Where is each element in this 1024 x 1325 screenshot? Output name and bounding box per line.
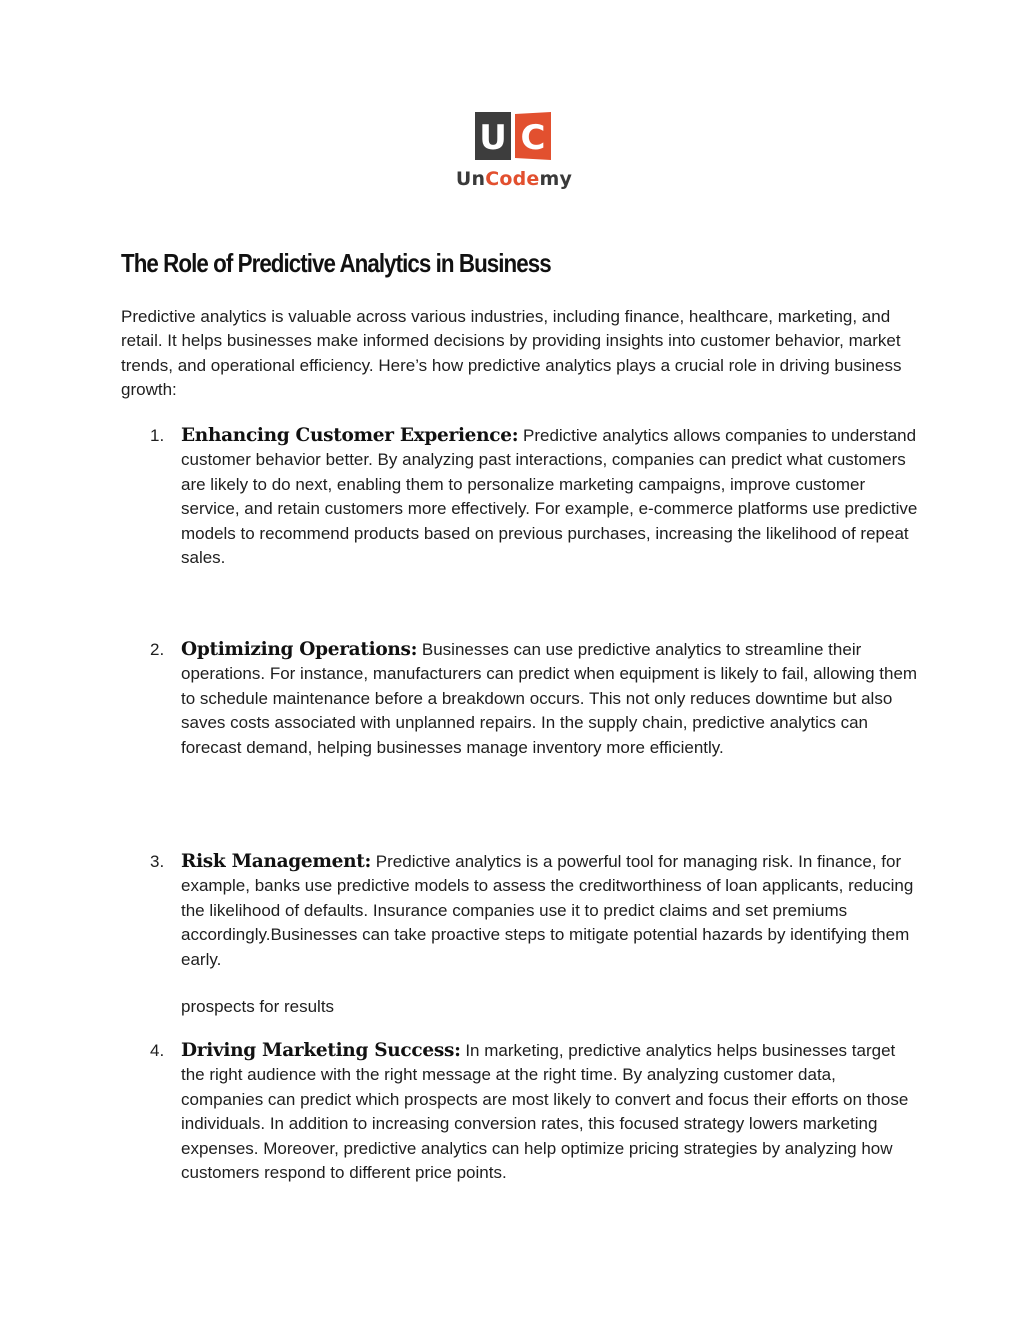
logo-mark-dot: ·: [508, 124, 518, 149]
list-item-body: [181, 1039, 920, 1185]
list-item-heading: Optimizing Operations:: [181, 639, 418, 660]
logo-wordmark: [451, 168, 577, 190]
logo-word-my: my: [539, 168, 573, 190]
list-item-body: [181, 850, 920, 972]
intro-paragraph: Predictive analytics is valuable across various industries, including finance, healthcare, marketing, and retail. It helps businesses make informed decisions by providing insights into customer behavior, market trends, and operational efficiency. Here’s how predictive analytics plays a crucial role in driving business growth:: [121, 307, 902, 400]
list-item-heading: Risk Management:: [181, 851, 372, 872]
list-item-text: Businesses can use predictive analytics to streamline their operations. For instance, manufacturers can predict when equipment is likely to fail, allowing them to schedule maintenance before a breakdown occurs. This not only reduces downtime but also saves costs associated with unplanned repairs. In the supply chain, predictive analytics can forecast demand, helping businesses manage inventory more efficiently.: [181, 640, 918, 757]
logo-word-code: Code: [485, 168, 540, 190]
logo-mark-c: C: [520, 118, 546, 158]
list-item-heading: Enhancing Customer Experience:: [181, 425, 519, 446]
list-item-body: [181, 424, 920, 570]
list-item-number: 1.: [150, 426, 165, 445]
stray-note: prospects for results: [181, 997, 335, 1016]
list-item: [150, 850, 920, 972]
list-item-number: 4.: [150, 1041, 165, 1060]
list-item: [150, 638, 920, 760]
logo-word-un: Un: [455, 168, 486, 190]
list-item-text: In marketing, predictive analytics helps businesses target the right audience with the right message at the right time. By analyzing customer data, companies can predict which prospects are most likely to convert and focus their efforts on those individuals. In addition to increasing conversion rates, this focused strategy lowers marketing expenses. Moreover, predictive analytics can help optimize pricing strategies by analyzing how customers respond to different price points.: [181, 1041, 909, 1183]
list-item-number: 2.: [150, 640, 165, 659]
list-item-body: [181, 638, 920, 760]
list-item-heading: Driving Marketing Success:: [181, 1040, 461, 1061]
logo-mark-u: U: [479, 118, 507, 158]
list-item: [150, 1039, 920, 1185]
uncodemy-logo: [451, 110, 577, 194]
uncodemy-logo-icon: [475, 112, 551, 162]
list-item: [150, 424, 920, 570]
page-title: The Role of Predictive Analytics in Business: [121, 248, 551, 278]
list-item-text: Predictive analytics allows companies to understand customer behavior better. By analyzing past interactions, companies can predict what customers are likely to do next, enabling them to personalize marketing campaigns, improve customer service, and retain customers more effectively. For example, e-commerce platforms use predictive models to recommend products based on previous purchases, increasing the likelihood of repeat sales.: [181, 426, 918, 568]
list-item-number: 3.: [150, 852, 165, 871]
list-item-text: Predictive analytics is a powerful tool for managing risk. In finance, for example, banks use predictive models to assess the creditworthiness of loan applicants, reducing the likelihood of defaults. Insurance companies use it to predict claims and set premiums accordingly.Businesses can take proactive steps to mitigate potential hazards by identifying them early.: [181, 852, 914, 969]
